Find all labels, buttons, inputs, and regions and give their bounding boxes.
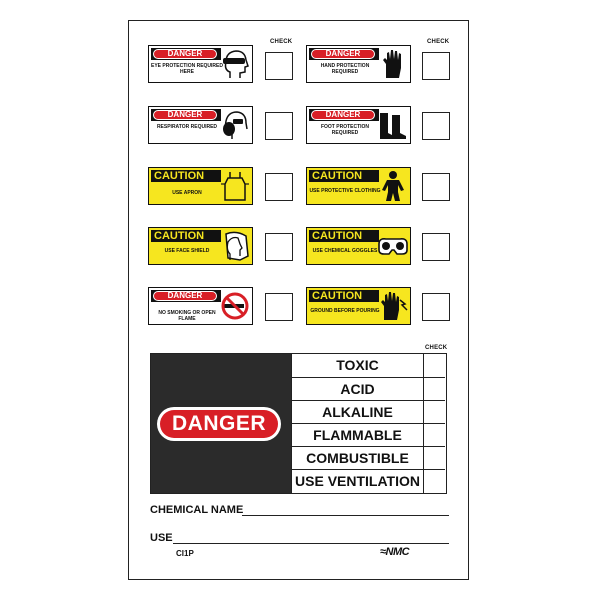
hazard-flammable: FLAMMABLE: [291, 423, 423, 446]
chemical-name-label: CHEMICAL NAME: [150, 504, 244, 516]
check-box-respirator[interactable]: [265, 112, 293, 140]
sign-text: NO SMOKING OR OPEN FLAME: [158, 310, 216, 322]
sign-text: USE FACE SHIELD: [164, 248, 210, 254]
check-header-left: CHECK: [270, 39, 293, 45]
sign-text: USE CHEMICAL GOGGLES: [312, 248, 378, 254]
sign-face-shield: [148, 227, 253, 265]
hazard-acid: ACID: [291, 377, 423, 400]
swoosh-icon: ≈: [380, 546, 386, 558]
chemical-name-line[interactable]: [242, 515, 449, 516]
check-header-panel: CHECK: [425, 345, 448, 351]
hazard-alkaline: ALKALINE: [291, 400, 423, 423]
hazard-panel: [150, 353, 447, 494]
hazard-use-ventilation: USE VENTILATION: [291, 469, 423, 493]
panel-danger-heading: DANGER: [160, 410, 278, 438]
hazard-check-toxic[interactable]: [423, 354, 445, 377]
hazard-toxic: TOXIC: [291, 354, 423, 377]
caution-heading: CAUTION: [309, 290, 379, 302]
danger-heading: DANGER: [153, 49, 217, 59]
sign-hand-protection: [306, 45, 411, 83]
check-box-no-smoking[interactable]: [265, 293, 293, 321]
product-code: CI1P: [176, 549, 194, 558]
hazard-check-flammable[interactable]: [423, 423, 445, 446]
danger-heading: DANGER: [311, 49, 375, 59]
sign-foot-protection: [306, 106, 411, 144]
hazard-check-combustible[interactable]: [423, 446, 445, 469]
use-label: USE: [150, 532, 173, 544]
caution-heading: CAUTION: [309, 230, 379, 242]
sign-text: HAND PROTECTION REQUIRED: [320, 63, 370, 75]
check-box-protective-clothing[interactable]: [422, 173, 450, 201]
hazard-check-acid[interactable]: [423, 377, 445, 400]
face-shield-icon: [220, 230, 250, 262]
caution-heading: CAUTION: [309, 170, 379, 182]
check-box-chemical-goggles[interactable]: [422, 233, 450, 261]
hazard-combustible: COMBUSTIBLE: [291, 446, 423, 469]
check-box-hand-protection[interactable]: [422, 52, 450, 80]
boots-icon: [378, 109, 408, 141]
danger-panel-background: [151, 354, 291, 493]
caution-heading: CAUTION: [151, 170, 221, 182]
check-box-ground-before-pouring[interactable]: [422, 293, 450, 321]
sign-no-smoking: [148, 287, 253, 325]
sign-text: FOOT PROTECTION REQUIRED: [320, 124, 370, 136]
sign-ground-before-pouring: [306, 287, 411, 325]
check-box-foot-protection[interactable]: [422, 112, 450, 140]
caution-heading: CAUTION: [151, 230, 221, 242]
brand-text: NMC: [385, 546, 410, 558]
sign-text: USE APRON: [172, 190, 202, 196]
hazard-check-use-ventilation[interactable]: [423, 469, 445, 493]
protective-suit-icon: [378, 170, 408, 202]
glove-icon: [378, 48, 408, 80]
sign-respirator: [148, 106, 253, 144]
check-header-right: CHECK: [427, 39, 450, 45]
goggles-face-icon: [220, 48, 250, 80]
ground-hand-icon: [378, 290, 408, 322]
sign-text: EYE PROTECTION REQUIRED HERE: [151, 63, 223, 75]
apron-icon: [220, 170, 250, 202]
check-box-apron[interactable]: [265, 173, 293, 201]
use-line[interactable]: [173, 543, 449, 544]
check-box-eye-protection[interactable]: [265, 52, 293, 80]
sign-text: USE PROTECTIVE CLOTHING: [309, 188, 381, 194]
chemical-goggles-icon: [378, 230, 408, 262]
sign-chemical-goggles: [306, 227, 411, 265]
respirator-icon: [220, 109, 250, 141]
danger-heading: DANGER: [311, 110, 375, 120]
sign-text: RESPIRATOR REQUIRED: [156, 124, 218, 130]
hazard-check-alkaline[interactable]: [423, 400, 445, 423]
check-box-face-shield[interactable]: [265, 233, 293, 261]
danger-heading: DANGER: [153, 291, 217, 301]
sign-protective-clothing: [306, 167, 411, 205]
no-smoking-icon: [220, 290, 250, 322]
brand-logo: [380, 546, 409, 558]
sign-apron: [148, 167, 253, 205]
danger-heading: DANGER: [153, 110, 217, 120]
sign-text: GROUND BEFORE POURING: [310, 308, 380, 314]
sign-eye-protection: [148, 45, 253, 83]
